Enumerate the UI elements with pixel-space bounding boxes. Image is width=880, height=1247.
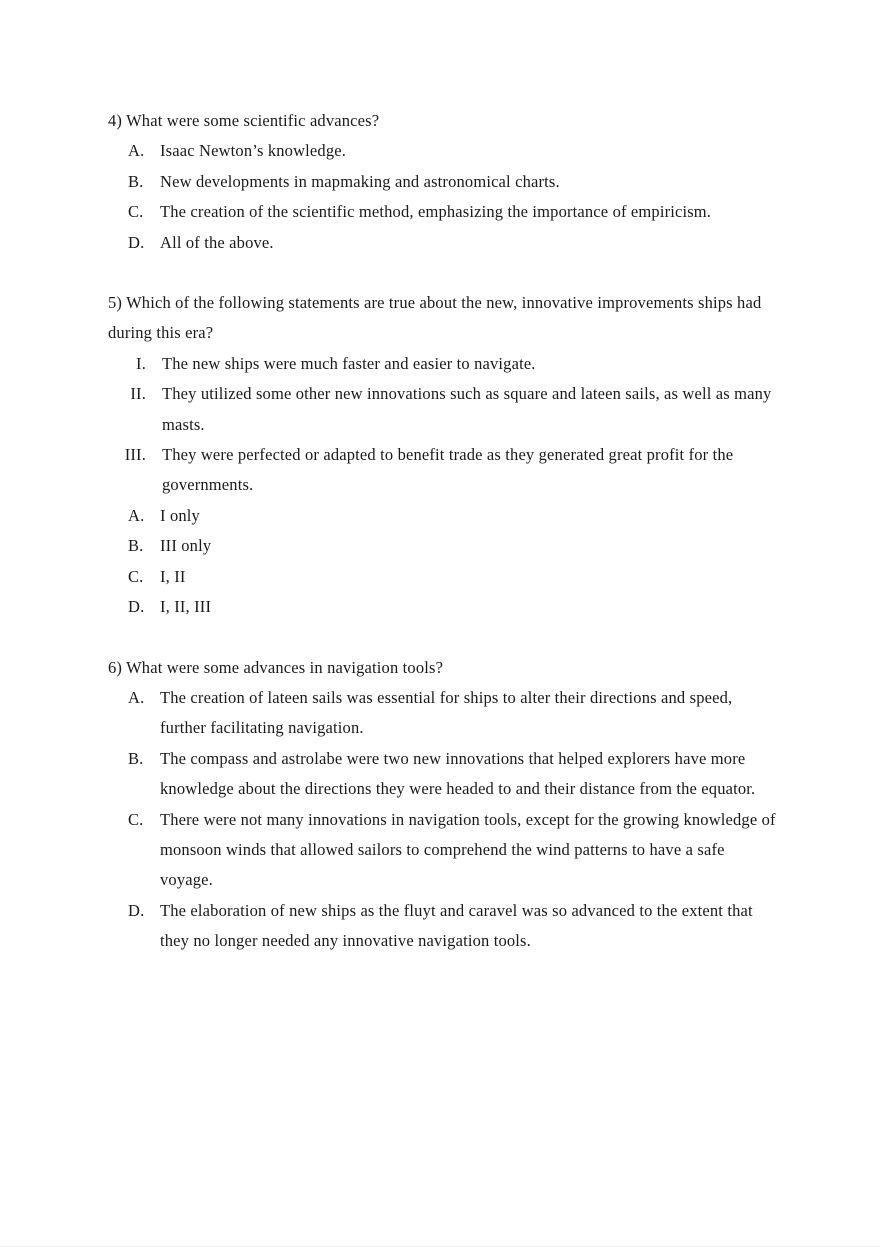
roman-text-5-i: The new ships were much faster and easier to navigate. [162,353,536,373]
option-text-4d: All of the above. [160,232,274,252]
option-item-6a[interactable] [108,683,776,744]
option-text-6c: There were not many innovations in navigation tools, except for the growing knowledge of monsoon winds that allowed sailors to comprehend the wind patterns to have a safe voyage. [160,809,776,890]
roman-marker-5-i: I. [136,353,146,373]
question-block-5 [108,288,776,622]
option-marker-5d: D. [128,597,145,617]
option-text-5a: I only [160,505,200,525]
option-text-4a: Isaac Newton’s knowledge. [160,141,347,161]
document-content [108,106,776,957]
option-item-4d[interactable] [108,228,776,258]
option-marker-6d: D. [128,900,145,920]
option-item-4b[interactable] [108,167,776,197]
option-text-5d: I, II, III [160,597,212,617]
roman-text-5-ii: They utilized some other new innovations such as square and lateen sails, as well as many masts. [162,384,772,434]
roman-list-5 [108,349,776,501]
option-item-5d[interactable] [108,592,776,622]
option-text-6b: The compass and astrolabe were two new innovations that helped explorers have more knowledge about the directions they were headed to and their distance from the equator. [160,748,756,799]
option-text-4c: The creation of the scientific method, emphasizing the importance of empiricism. [160,202,712,222]
option-item-4a[interactable] [108,136,776,166]
roman-item-5-iii [108,440,776,501]
option-marker-6b: B. [128,748,144,768]
roman-marker-5-ii: II. [130,384,146,404]
option-item-5b[interactable] [108,531,776,561]
option-marker-4b: B. [128,171,144,191]
option-item-5a[interactable] [108,501,776,531]
option-list-6 [108,683,776,957]
option-text-6d: The elaboration of new ships as the fluyt and caravel was so advanced to the extent that they no longer needed any innovative navigation tools. [160,900,753,951]
option-list-5 [108,501,776,623]
question-stem-6: 6) What were some advances in navigation tools? [108,657,444,677]
option-item-6b[interactable] [108,744,776,805]
option-marker-5a: A. [128,505,145,525]
option-item-5c[interactable] [108,562,776,592]
question-stem-5: 5) Which of the following statements are true about the new, innovative improvements ships had during this era? [108,293,762,343]
option-marker-4d: D. [128,232,145,252]
option-item-6c[interactable] [108,805,776,896]
option-marker-5c: C. [128,566,144,586]
option-item-4c[interactable] [108,197,776,227]
option-item-6d[interactable] [108,896,776,957]
option-marker-6c: C. [128,809,144,829]
question-block-4 [108,106,776,258]
option-marker-4a: A. [128,141,145,161]
option-text-4b: New developments in mapmaking and astronomical charts. [160,171,560,191]
option-marker-4c: C. [128,202,144,222]
option-text-5b: III only [160,536,212,556]
roman-item-5-ii [108,379,776,440]
option-list-4 [108,136,776,258]
question-stem-4: 4) What were some scientific advances? [108,111,380,130]
option-text-6a: The creation of lateen sails was essential for ships to alter their directions and speed, further facilitating navigation. [160,687,733,738]
option-marker-6a: A. [128,687,145,707]
roman-marker-5-iii: III. [124,445,146,465]
option-marker-5b: B. [128,536,144,556]
question-block-6 [108,653,776,957]
roman-item-5-i [108,349,776,379]
roman-text-5-iii: They were perfected or adapted to benefit trade as they generated great profit for the governments. [162,445,734,495]
option-text-5c: I, II [160,566,186,586]
